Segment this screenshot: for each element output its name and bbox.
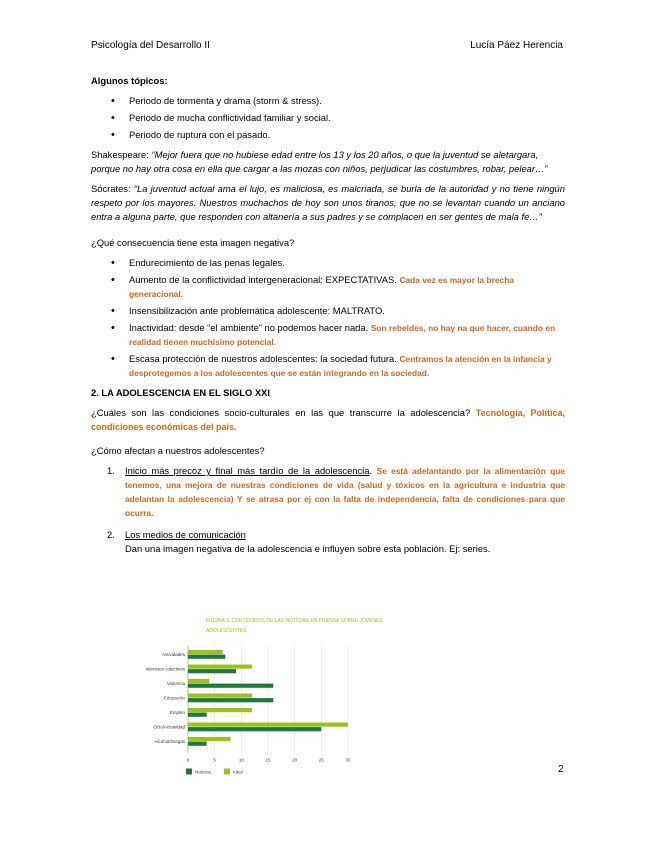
list-item: • Endurecimiento de las penas legales.	[91, 256, 565, 270]
question-affect: ¿Cómo afectan a nuestros adolescentes?	[91, 445, 265, 456]
quote-author: Sócrates:	[91, 183, 134, 194]
quote-shakespeare	[91, 148, 565, 176]
list-item: • Periodo de tormenta y drama (storm & stress).	[91, 94, 565, 108]
consequences-list	[91, 256, 565, 380]
x-tick-label: 10	[238, 757, 244, 763]
quote-text: “Mejor fuera que no hubiese edad entre los 13 y los 20 años, o que la juventud se aletargara, porque no hay otra cosa en ella que cargar a las mozas con niños, perjudicar las costumbres, robar, pelear…”	[91, 149, 548, 174]
bar-noticias	[188, 727, 321, 731]
effects-list	[91, 464, 565, 556]
legend-label: Ideal	[233, 769, 243, 775]
topics-list	[91, 94, 565, 142]
item-text: Dan una imagen negativa de la adolescencia e influyen sobre esta población. Ej: series.	[125, 543, 491, 554]
bar-ideal	[188, 665, 252, 669]
x-tick-label: 25	[318, 757, 324, 763]
x-tick-label: 20	[292, 757, 298, 763]
annotation-note: Tecnología, Política, condiciones económicas del país.	[91, 408, 565, 432]
annotation-note: Son rebeldes, no hay na que hacer, cuando en realidad tienen muchísimo potencial.	[129, 323, 556, 347]
legend-swatch	[186, 769, 192, 775]
x-tick-label: 30	[345, 757, 351, 763]
bar-ideal	[188, 737, 231, 741]
bar-noticias	[188, 713, 207, 717]
bar-ideal	[188, 723, 348, 727]
quote-socrates	[91, 182, 565, 224]
section-heading-21st-century: 2. LA ADOLESCENCIA EN EL SIGLO XXI	[91, 387, 271, 398]
bar-noticias	[188, 684, 273, 688]
list-item: 2. Los medios de comunicación Dan una imagen negativa de la adolescencia e influyen sobre esta población. Ej: series.	[107, 529, 491, 554]
x-tick-label: 0	[186, 757, 190, 763]
chart-svg	[145, 610, 383, 780]
category-label: Actividades	[161, 652, 185, 657]
list-item: 1. Inicio más precoz y final más tardío de la adolescencia. Se está adelantando por la alimentación que tenemos, una mejora de nuestras condiciones de vida (salud y tóxicos en la agricultura e industria que adelantan la adolescencia) Y se atrasa por ej con la falta de independencia, falta de condiciones para que ocurra.	[107, 465, 565, 518]
list-item: • Escasa protección de nuestros adolescentes: la sociedad futura. Centramos la atención en la infancia y desprotegemos a los adolescentes que se están integrando en la sociedad.	[91, 352, 565, 380]
question-consequences: ¿Qué consecuencia tiene esta imagen negativa?	[91, 237, 295, 248]
list-item: • Inactividad: desde “el ambiente” no podemos hacer nada. Son rebeldes, no hay na que hacer, cuando en realidad tienen muchísimo potencial.	[91, 321, 565, 349]
annotation-note: Cada vez es mayor la brecha generacional.	[129, 275, 514, 299]
chart-title-line2: ADOLESCENTES	[206, 628, 247, 634]
category-label: Empleo	[169, 710, 185, 715]
bar-noticias	[188, 655, 225, 659]
category-label: Educación	[163, 695, 185, 701]
annotation-note: Centramos la atención en la infancia y desprotegemos a los adolescentes que se están integrando en la sociedad.	[129, 354, 552, 378]
quote-text: “La juventud actual ama el lujo, es maliciosa, es malcriada, se burla de la autoridad y no tiene ningún respeto por los mayores. Nuestros muchachos de hoy son unos tiranos, que no se levantan cuando un anciano entra a alguna parte, que responden con altanería a sus padres y se complacen en ser gentes de mala fe…”	[91, 183, 565, 222]
legend-swatch	[224, 769, 230, 775]
question-conditions: ¿Cuáles son las condiciones socio-culturales en las que transcurre la adolescencia? Tecnología, Política, condiciones económicas del país.	[91, 407, 565, 432]
category-label: Alcohol/Drogas	[154, 739, 185, 744]
bar-noticias	[188, 742, 207, 746]
list-item: • Insensibilización ante problemática adolescente: MALTRATO.	[91, 304, 565, 318]
x-tick-label: 15	[265, 757, 271, 763]
list-item: • Periodo de ruptura con el pasado.	[91, 128, 565, 142]
category-label: Intereses colectivos	[145, 666, 185, 672]
annotation-note: Se está adelantando por la alimentación que tenemos, una mejora de nuestras condiciones de vida (salud y tóxicos en la agricultura e industria que adelantan la adolescencia) Y se atrasa por ej con la falta de independencia, falta de condiciones para que ocurra.	[125, 466, 565, 518]
item-title: Inicio más precoz y final más tardío de la adolescencia	[125, 465, 370, 476]
bar-ideal	[188, 650, 223, 654]
bar-ideal	[188, 708, 252, 712]
bar-noticias	[188, 698, 273, 702]
bar-chart	[145, 610, 383, 780]
category-label: Violencia	[166, 681, 185, 686]
bar-ideal	[188, 694, 252, 698]
x-tick-label: 5	[213, 757, 216, 763]
header-right: Lucía Páez Herencia	[470, 40, 563, 51]
legend-label: Noticias	[195, 769, 212, 775]
category-label: Ocio/Actualidad	[153, 724, 185, 730]
page-number: 2	[558, 764, 564, 775]
page-body	[91, 74, 565, 562]
item-title: Los medios de comunicación	[125, 529, 246, 540]
bar-noticias	[188, 669, 236, 673]
list-item: • Aumento de la conflictividad intergeneracional: EXPECTATIVAS. Cada vez es mayor la brecha generacional.	[91, 273, 565, 301]
chart-title: FIGURA 3. CONTENIDOS DE LAS NOTICIAS EN PRENSA SOBRE JÓVENES	[206, 618, 383, 624]
quote-author: Shakespeare:	[91, 149, 152, 160]
header-left: Psicología del Desarrollo II	[91, 40, 210, 51]
bar-ideal	[188, 679, 209, 683]
list-item: • Periodo de mucha conflictividad familiar y social.	[91, 111, 565, 125]
section-heading-topics: Algunos tópicos:	[91, 75, 168, 86]
